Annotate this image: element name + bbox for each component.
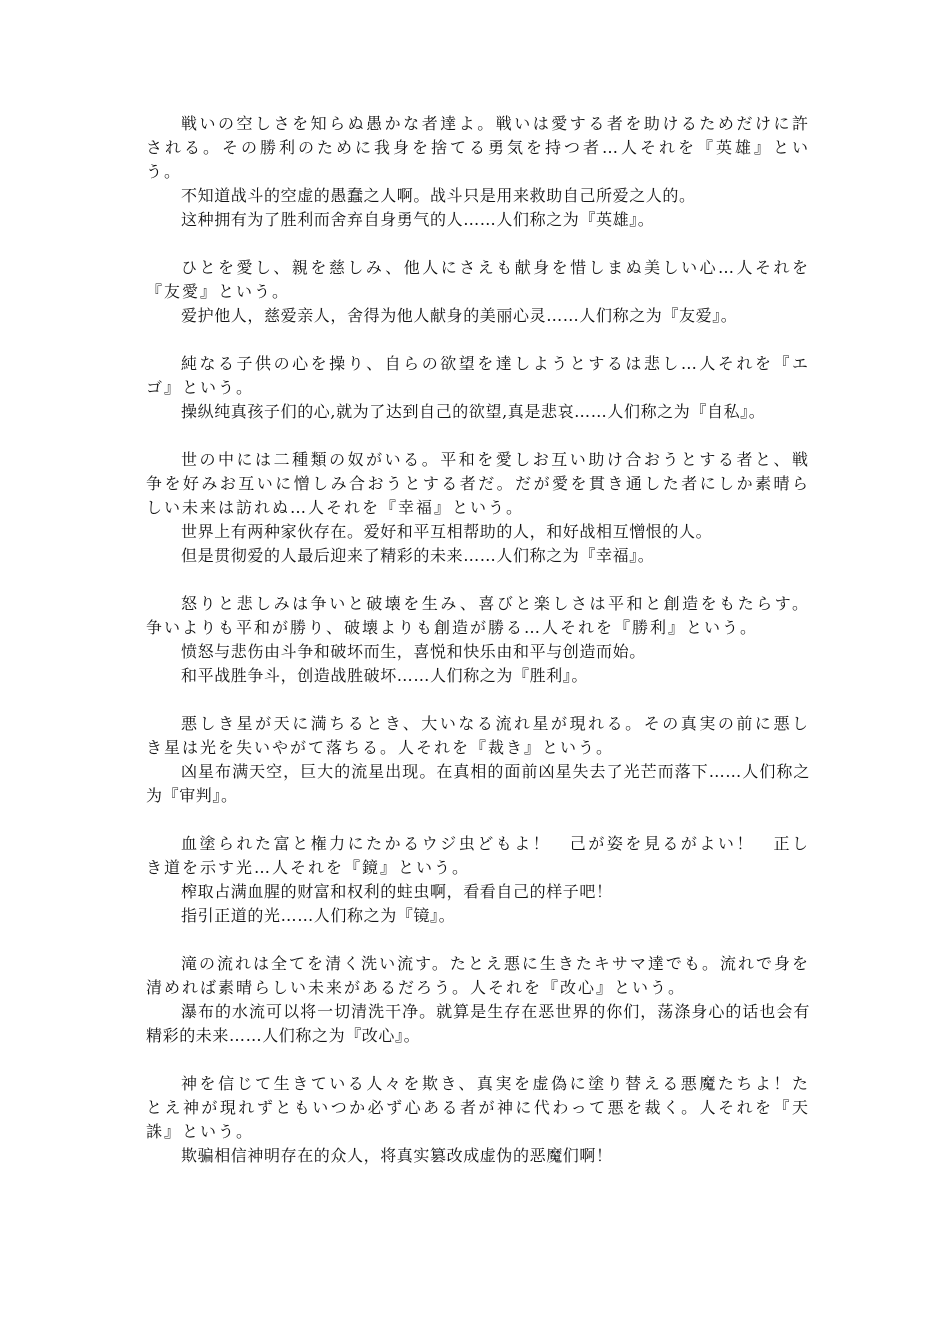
chinese-paragraph: 但是贯彻爱的人最后迎来了精彩的未来……人们称之为『幸福』。	[181, 546, 655, 565]
quote-section	[146, 832, 810, 928]
japanese-paragraph: 戦いの空しさを知らぬ愚かな者達よ。戦いは愛する者を助けるためだけに許される。その勝利のために我身を捨てる勇気を持つ者…人それを『英雄』という。	[146, 114, 810, 181]
japanese-paragraph: 血塗られた富と権力にたかるウジ虫どもよ！ 己が姿を見るがよい！ 正しき道を示す光…人それを『鏡』という。	[146, 834, 810, 877]
chinese-paragraph: 世界上有两种家伙存在。爱好和平互相帮助的人，和好战相互憎恨的人。	[181, 522, 713, 541]
quote-section	[146, 448, 810, 568]
chinese-paragraph: 指引正道的光……人们称之为『镜』。	[181, 906, 456, 925]
quote-section	[146, 352, 810, 424]
quote-section	[146, 256, 810, 328]
chinese-paragraph: 凶星布满天空，巨大的流星出现。在真相的面前凶星失去了光芒而落下……人们称之为『审判』。	[146, 762, 810, 805]
japanese-paragraph: 神を信じて生きている人々を欺き、真実を虚偽に塗り替える悪魔たちよ！たとえ神が現れずともいつか必ず心ある者が神に代わって悪を裁く。人それを『天誅』という。	[146, 1074, 810, 1141]
quote-section	[146, 712, 810, 808]
chinese-paragraph: 瀑布的水流可以将一切清洗干净。就算是生存在恶世界的你们，荡涤身心的话也会有精彩的未来……人们称之为『改心』。	[146, 1002, 810, 1045]
chinese-paragraph: 爱护他人，慈爱亲人，舍得为他人献身的美丽心灵……人们称之为『友爱』。	[181, 306, 738, 325]
quote-section	[146, 952, 810, 1048]
chinese-paragraph: 愤怒与悲伤由斗争和破坏而生，喜悦和快乐由和平与创造而始。	[181, 642, 646, 661]
quote-section	[146, 1072, 810, 1168]
quote-section	[146, 112, 810, 232]
japanese-paragraph: 純なる子供の心を操り、自らの欲望を達しようとするは悲し…人それを『エゴ』という。	[146, 354, 810, 397]
chinese-paragraph: 欺骗相信神明存在的众人，将真实篡改成虚伪的恶魔们啊！	[181, 1146, 613, 1165]
japanese-paragraph: 世の中には二種類の奴がいる。平和を愛しお互い助け合おうとする者と、戦争を好みお互いに憎しみ合おうとする者だ。だが愛を貫き通した者にしか素晴らしい未来は訪れぬ…人それを『幸福』という。	[146, 450, 810, 517]
chinese-paragraph: 操纵纯真孩子们的心,就为了达到自己的欲望,真是悲哀……人们称之为『自私』。	[181, 402, 766, 421]
japanese-paragraph: 怒りと悲しみは争いと破壊を生み、喜びと楽しさは平和と創造をもたらす。争いよりも平和が勝り、破壊よりも創造が勝る…人それを『勝利』という。	[146, 594, 810, 637]
chinese-paragraph: 这种拥有为了胜利而舍弃自身勇气的人……人们称之为『英雄』。	[181, 210, 655, 229]
quote-section	[146, 592, 810, 688]
chinese-paragraph: 和平战胜争斗，创造战胜破坏……人们称之为『胜利』。	[181, 666, 589, 685]
chinese-paragraph: 不知道战斗的空虚的愚蠢之人啊。战斗只是用来救助自己所爱之人的。	[181, 186, 696, 205]
japanese-paragraph: ひとを愛し、親を慈しみ、他人にさえも献身を惜しまぬ美しい心…人それを『友愛』という。	[146, 258, 810, 301]
japanese-paragraph: 悪しき星が天に満ちるとき、大いなる流れ星が現れる。その真実の前に悪しき星は光を失いやがて落ちる。人それを『裁き』という。	[146, 714, 810, 757]
japanese-paragraph: 滝の流れは全てを清く洗い流す。たとえ悪に生きたキサマ達でも。流れで身を清めれば素晴らしい未来があるだろう。人それを『改心』という。	[146, 954, 810, 997]
chinese-paragraph: 榨取占满血腥的财富和权利的蛀虫啊，看看自己的样子吧！	[181, 882, 613, 901]
